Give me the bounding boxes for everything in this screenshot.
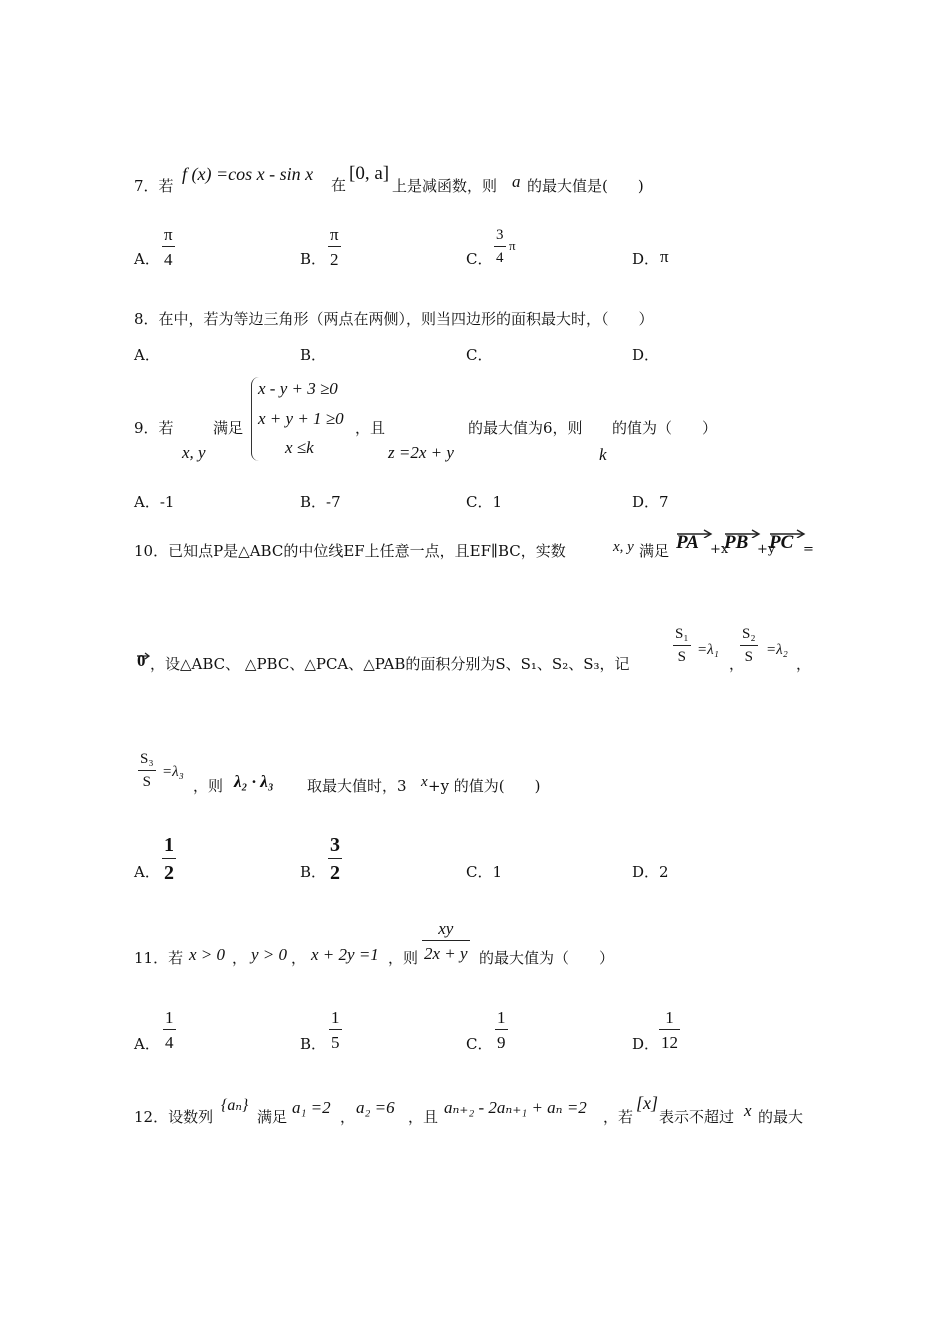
q11-comma-1: ， <box>232 949 248 967</box>
q10-lambda-product: λ₂ · λ₃ <box>234 772 274 791</box>
q12-floor: [x] <box>636 1093 658 1113</box>
q9-text-manzu: 满足 <box>213 419 244 437</box>
q11-option-d-label: D． <box>632 1035 660 1053</box>
q10-comma-1: ， <box>729 655 745 673</box>
q12-number: 12．设数列 <box>134 1108 214 1126</box>
q10-fraction-1: S₁ S <box>675 626 689 665</box>
q11-option-b-fraction: 1 5 <box>331 1008 340 1052</box>
q12-text-ruo: ，若 <box>603 1108 634 1126</box>
q11-condition-x: x > 0 <box>189 945 226 964</box>
q10-line-3c: +y 的值为( ) <box>428 777 541 795</box>
q10-line-3a: ，则 <box>193 777 224 795</box>
q10-line-3b: 取最大值时，3 <box>307 777 407 795</box>
q12-text-end: 的最大 <box>758 1108 804 1126</box>
q11-comma-2: ， <box>291 949 307 967</box>
q11-option-d-fraction: 1 12 <box>661 1008 678 1052</box>
q12-a1: a₁ =2 <box>292 1098 331 1117</box>
q10-var-x: x <box>421 774 428 790</box>
q9-text-mid: 的最大值为6，则 <box>468 419 583 437</box>
q10-line-2: ，设△ABC、 △PBC、△PCA、△PAB的面积分别为S、S₁、S₂、S₃，记 <box>150 655 630 673</box>
q11-option-a-label: A． <box>134 1035 160 1053</box>
q10-vars: x, y <box>613 539 634 555</box>
q10-fraction-2: S₂ S <box>742 626 756 665</box>
q11-option-c-label: C． <box>466 1035 493 1053</box>
q7-option-b-fraction: π 2 <box>330 225 339 269</box>
q11-condition-sum: x + 2y =1 <box>311 945 379 964</box>
q9-text-qie: ，且 <box>355 419 386 437</box>
q12-recurrence: aₙ₊₂ - 2aₙ₊₁ + aₙ =2 <box>444 1098 587 1117</box>
q9-constraint-3: x ≤k <box>285 438 314 457</box>
q12-comma-1: ， <box>340 1108 356 1126</box>
q10-lambda-1: =λ₁ <box>697 642 719 658</box>
q10-option-b-label: B． <box>300 863 327 881</box>
q7-option-b-label: B． <box>300 250 327 268</box>
q11-fraction: xy 2x + y <box>424 919 468 963</box>
q11-text-end: 的最大值为（ ） <box>479 949 615 967</box>
q10-plus-x: +x <box>710 542 729 557</box>
q10-line-1: 10．已知点P是△ABC的中位线EF上任意一点，且EF∥BC，实数 <box>134 542 566 560</box>
q9-vars: x, y <box>182 443 206 462</box>
q9-option-c: C．1 <box>466 493 503 511</box>
q11-option-c-fraction: 1 9 <box>497 1008 506 1052</box>
q7-option-d-label: D． <box>632 250 660 268</box>
q10-option-a-label: A． <box>134 863 160 881</box>
q7-option-c-label: C． <box>466 250 493 268</box>
q9-objective: z =2x + y <box>388 443 454 462</box>
q11-option-a-fraction: 1 4 <box>165 1008 174 1052</box>
q10-vector-pc: PC <box>769 532 794 553</box>
q7-text: 上是减函数，则 <box>392 177 498 195</box>
q10-option-b-fraction: 3 2 <box>330 834 340 884</box>
q7-option-c-pi: π <box>509 238 516 253</box>
q10-plus-y: +y <box>757 542 776 557</box>
q10-fraction-3: S₃ S <box>140 751 154 790</box>
q10-option-a-fraction: 1 2 <box>164 834 174 884</box>
q11-condition-y: y > 0 <box>251 945 288 964</box>
q9-constraint-1: x - y + 3 ≥0 <box>258 379 338 398</box>
q11-text-ze: ，则 <box>388 949 419 967</box>
q10-option-c: C．1 <box>466 863 503 881</box>
q11-option-b-label: B． <box>300 1035 327 1053</box>
q10-vector-pa: PA <box>676 532 699 553</box>
q7-option-c-fraction: 3 4 <box>496 227 504 266</box>
q11-number: 11．若 <box>134 949 184 967</box>
q10-vector-pb: PB <box>724 532 749 553</box>
q12-text-qie: ，且 <box>408 1108 439 1126</box>
q9-text-end: 的值为（ ） <box>612 419 718 437</box>
q10-lambda-2: =λ₂ <box>766 642 788 658</box>
q12-a2: a₂ =6 <box>356 1098 395 1117</box>
q12-sequence: {aₙ} <box>221 1097 249 1114</box>
q7-interval: [0, a] <box>349 163 390 184</box>
q10-option-d: D．2 <box>632 863 669 881</box>
q8-option-d: D． <box>632 346 660 364</box>
q7-function: f (x) =cos x - sin x <box>182 164 314 184</box>
q9-var-k: k <box>599 445 607 464</box>
q7-zai: 在 <box>331 176 347 194</box>
q10-equals: = <box>803 542 814 557</box>
q9-option-d: D．7 <box>632 493 669 511</box>
q7-option-d-value: π <box>660 247 669 266</box>
q8-option-b: B． <box>300 346 327 364</box>
q10-lambda-3: =λ₃ <box>162 764 184 780</box>
q8-option-c: C． <box>466 346 493 364</box>
q7-option-a-fraction: π 4 <box>164 225 173 269</box>
q7-number: 7．若 <box>134 177 174 195</box>
q9-number: 9．若 <box>134 419 174 437</box>
q8-option-a: A． <box>134 346 160 364</box>
q8-stem: 8．在中，若为等边三角形（两点在两侧），则当四边形的面积最大时，（ ） <box>134 310 654 328</box>
q10-text-manzu: 满足 <box>639 542 670 560</box>
q9-constraint-2: x + y + 1 ≥0 <box>258 409 344 428</box>
q12-text-manzu: 满足 <box>257 1108 288 1126</box>
q10-zero-vector: 0 <box>137 651 146 670</box>
q7-option-a-label: A． <box>134 250 160 268</box>
q7-text-end: 的最大值是( ) <box>527 177 644 195</box>
q7-var-a: a <box>512 172 521 191</box>
q10-comma-2: ， <box>796 655 812 673</box>
q12-text-bs: 表示不超过 <box>659 1108 735 1126</box>
q9-option-b: B．-7 <box>300 493 341 511</box>
q9-option-a: A．-1 <box>134 493 175 511</box>
q12-var-x: x <box>744 1101 752 1120</box>
